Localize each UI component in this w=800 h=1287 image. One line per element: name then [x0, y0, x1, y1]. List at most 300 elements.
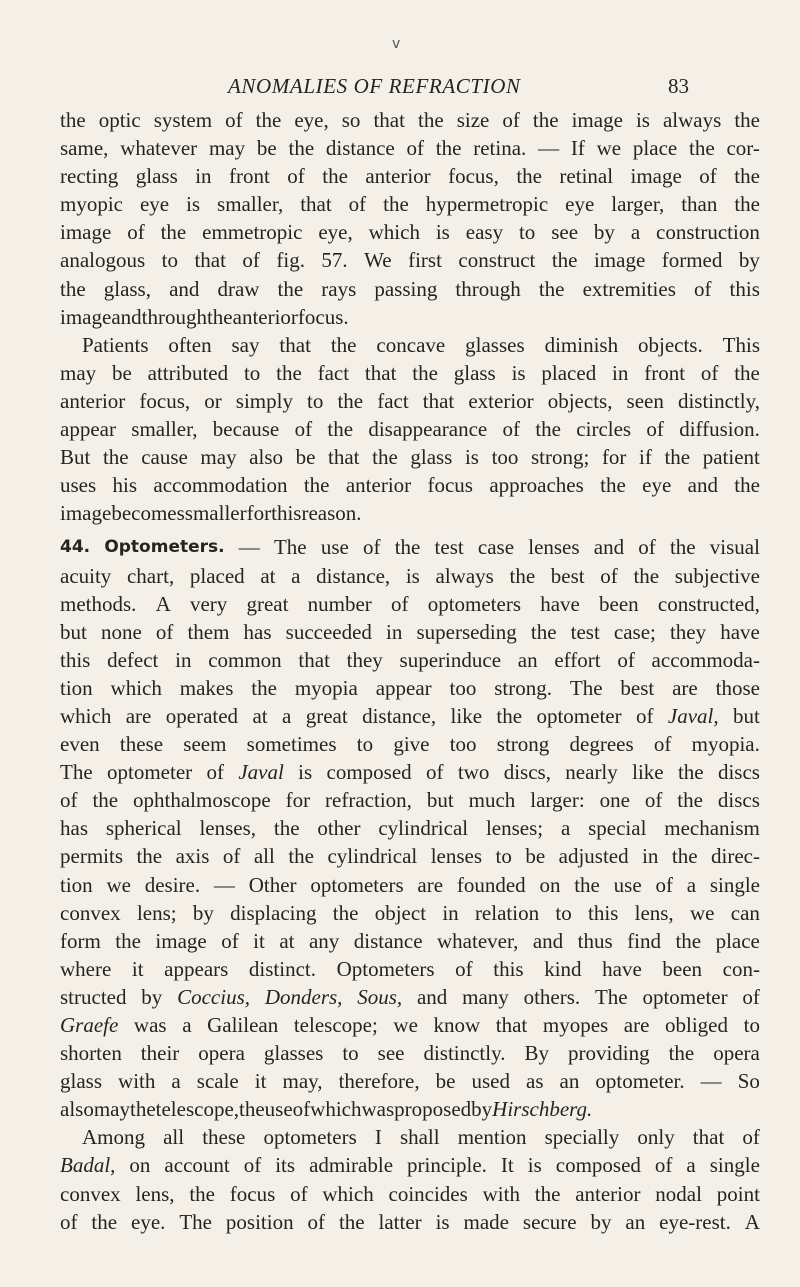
word: use [613, 872, 642, 897]
word: visual [709, 535, 760, 560]
word: them [187, 619, 230, 644]
word: lens; [136, 900, 177, 925]
word: of [60, 788, 78, 813]
word: all [163, 1125, 185, 1150]
word: shorten [60, 1041, 122, 1066]
word: that [373, 108, 405, 132]
word: in [442, 900, 459, 925]
running-head [0, 74, 800, 100]
word: which [60, 703, 112, 728]
word: of [225, 108, 243, 132]
word: image [60, 501, 112, 526]
body-text [60, 106, 760, 1236]
word: Among [82, 1125, 145, 1150]
word: seem [183, 732, 227, 757]
word: appear [60, 417, 116, 442]
word: is [527, 1153, 542, 1178]
word: their [140, 1041, 180, 1066]
word: distance, [316, 563, 391, 588]
word: the [92, 788, 119, 813]
word: to [161, 248, 178, 273]
word: Patients [82, 332, 149, 357]
word: the [516, 164, 542, 189]
word: with [482, 1181, 520, 1206]
word: composed [555, 1153, 641, 1178]
word: find [627, 928, 661, 953]
word: the [206, 304, 233, 329]
word: the [530, 619, 557, 644]
word: appear [375, 675, 432, 700]
word: it [253, 928, 265, 953]
text-line [60, 1067, 760, 1095]
word: lenses; [485, 816, 544, 841]
word: front [229, 164, 270, 189]
word: a [281, 703, 292, 728]
word: of [222, 844, 241, 869]
word: the [534, 1181, 561, 1206]
word: are [417, 872, 444, 897]
word: and [111, 304, 142, 329]
word: A [155, 591, 171, 616]
word: many [462, 984, 509, 1009]
word: optometer [642, 984, 728, 1009]
word: mention [457, 1125, 527, 1150]
word: the [338, 1209, 365, 1234]
word: A [744, 1209, 760, 1234]
word: the [160, 220, 187, 245]
word: than [681, 192, 718, 217]
word: may [200, 445, 237, 470]
word: other [317, 816, 361, 841]
text-line [60, 303, 760, 331]
word: of [307, 1209, 326, 1234]
word: to [356, 732, 374, 757]
word: is [298, 760, 313, 785]
word: focus, [139, 388, 191, 413]
word: the [251, 675, 277, 700]
word: composed [326, 760, 412, 785]
word: the [288, 844, 314, 869]
word: the [664, 445, 691, 470]
word: all [253, 844, 275, 869]
italic-name: Graefe [60, 1013, 119, 1037]
word: smaller, [217, 192, 284, 217]
word: The [594, 984, 628, 1009]
page-number: 83 [668, 74, 689, 98]
word: the [60, 108, 86, 132]
word: of [742, 984, 760, 1009]
word: none [100, 619, 142, 644]
word: principle. [407, 1153, 487, 1178]
word: to [495, 844, 512, 869]
word: for [285, 788, 311, 813]
word: of [636, 703, 654, 728]
word: If [570, 136, 585, 161]
word: discs, [503, 760, 551, 785]
word: use [264, 1097, 293, 1122]
word: — [238, 535, 260, 560]
word: scale [196, 1069, 239, 1094]
word: cor- [726, 136, 760, 161]
mixed-line [60, 1123, 760, 1151]
running-title: ANOMALIES OF REFRACTION [228, 74, 521, 98]
word: discs [717, 760, 760, 785]
word: distinctly, [677, 388, 760, 413]
word: image [60, 220, 112, 245]
text-line [60, 275, 760, 303]
word: at [252, 703, 268, 728]
word: displacing [230, 900, 317, 925]
word: distinctly. [423, 1041, 506, 1066]
word: the [734, 360, 760, 385]
word: of [653, 732, 672, 757]
word: diminish [544, 332, 619, 357]
mixed-line [60, 758, 760, 786]
word: for [246, 501, 272, 526]
word: to [555, 900, 572, 925]
word: distance [353, 928, 423, 953]
word: glass [135, 164, 178, 189]
word: be [525, 844, 546, 869]
word: because [212, 417, 280, 442]
word: the [538, 276, 565, 301]
word: the [189, 1181, 215, 1206]
text-line [60, 590, 760, 618]
word: like [632, 760, 664, 785]
word: of [406, 136, 425, 161]
word: in [612, 360, 629, 385]
word: image [571, 108, 623, 132]
word: cause [141, 445, 188, 470]
word: methods. [60, 591, 137, 616]
text-line [60, 106, 760, 134]
word: the [102, 445, 129, 470]
word: effort [554, 647, 601, 672]
word: case; [613, 619, 656, 644]
word: therefore, [338, 1069, 420, 1094]
word: the [327, 417, 354, 442]
stray-mark: v [392, 36, 401, 52]
word: lenses, [199, 816, 257, 841]
word: concave [376, 332, 446, 357]
word: front [644, 360, 686, 385]
italic-name: Javal, [667, 703, 719, 728]
word: whatever [120, 136, 198, 161]
word: same, [60, 136, 109, 161]
word: ophthalmoscope [133, 788, 271, 813]
word: of [654, 1153, 673, 1178]
word: the [689, 136, 715, 161]
word: image [593, 248, 646, 273]
word: system [153, 108, 213, 132]
word: is [635, 108, 650, 132]
word: and [687, 473, 718, 498]
word: through [141, 304, 207, 329]
word: of [502, 108, 520, 132]
word: of [243, 1153, 262, 1178]
word: glass [453, 360, 496, 385]
word: of [699, 164, 717, 189]
word: cylindrical [327, 844, 418, 869]
word: the [383, 192, 409, 217]
word: position [225, 1209, 294, 1234]
text-line [60, 359, 760, 387]
word: we [689, 900, 715, 925]
word: these [202, 1125, 246, 1150]
text-line [60, 618, 760, 646]
word: analogous [60, 248, 146, 273]
text-line [60, 899, 760, 927]
word: the [734, 192, 760, 217]
word: emmetropic [202, 220, 303, 245]
word: strong; [531, 445, 590, 470]
mixed-line [60, 983, 760, 1011]
word: that [364, 360, 397, 385]
text-line [60, 246, 760, 274]
word: patient [702, 445, 760, 470]
word: with [118, 1069, 156, 1094]
word: permits [60, 844, 123, 869]
word: see [377, 1041, 405, 1066]
word: test [434, 535, 464, 560]
word: anterior [60, 388, 126, 413]
word: also [60, 1097, 94, 1122]
word: image [155, 928, 207, 953]
word: eye, [294, 108, 329, 132]
word: the [288, 136, 315, 161]
word: myopic [60, 192, 123, 217]
text-line [60, 387, 760, 415]
word: draw [217, 276, 260, 301]
word: distance [325, 136, 395, 161]
text-line [60, 331, 760, 359]
word: the [412, 360, 438, 385]
word: that [692, 1125, 725, 1150]
word: very [189, 591, 228, 616]
text-line [60, 842, 760, 870]
word: the [496, 703, 523, 728]
word: — [700, 1069, 722, 1094]
word: of [617, 647, 635, 672]
word: By [524, 1041, 549, 1066]
word: a [182, 1013, 192, 1037]
word: acuity [60, 563, 112, 588]
word: focus [427, 473, 473, 498]
word: myopia [294, 675, 358, 700]
word: much [468, 788, 516, 813]
word: distance, [362, 703, 437, 728]
word: cylindrical [378, 816, 469, 841]
word: that [298, 647, 330, 672]
word: they [346, 647, 383, 672]
word: the [677, 760, 704, 785]
word: which [368, 220, 420, 245]
word: of [644, 788, 663, 813]
word: focus [229, 1181, 276, 1206]
word: coincides [388, 1181, 468, 1206]
word: a [686, 872, 697, 897]
text-line [60, 927, 760, 955]
word: the [136, 844, 163, 869]
word: the [303, 473, 330, 498]
word: The [273, 535, 307, 560]
word: be [295, 445, 316, 470]
word: we [393, 1013, 418, 1037]
word: of [742, 1125, 760, 1150]
word: — [538, 136, 560, 161]
word: becomes [111, 501, 185, 526]
word: anterior [365, 164, 431, 189]
word: myopia. [691, 732, 760, 757]
word: the [91, 1209, 118, 1234]
word: have [540, 591, 580, 616]
text-line [60, 646, 760, 674]
word: fact [377, 388, 409, 413]
word: be [111, 360, 132, 385]
word: that [328, 445, 360, 470]
word: image [630, 164, 682, 189]
word: optometer [536, 703, 622, 728]
word: is [186, 192, 201, 217]
word: objects, [547, 388, 613, 413]
word: is [464, 445, 479, 470]
word: of [502, 417, 521, 442]
word: is [435, 1209, 450, 1234]
word: was [133, 1013, 167, 1037]
word: but [426, 788, 454, 813]
word: often [168, 332, 212, 357]
word: in [642, 844, 659, 869]
word: The [179, 1209, 212, 1234]
word: any [308, 928, 340, 953]
word: but [733, 703, 760, 728]
word: rays [321, 276, 357, 301]
word: to [342, 1041, 359, 1066]
word: by [738, 248, 760, 273]
word: the [418, 108, 444, 132]
word: larger, [611, 192, 665, 217]
text-line [60, 730, 760, 758]
word: that [194, 248, 226, 273]
word: attributed [147, 360, 229, 385]
text-line [60, 471, 760, 499]
word: the [509, 563, 536, 588]
word: if [639, 445, 652, 470]
word: nearly [565, 760, 618, 785]
section-title: Optometers. [104, 537, 225, 558]
word: it [131, 956, 144, 981]
word: of [693, 276, 712, 301]
word: of [221, 928, 239, 953]
word: use [320, 535, 349, 560]
text-line [60, 1180, 760, 1208]
word: special [588, 816, 647, 841]
word: simply [235, 388, 293, 413]
word: on [129, 1153, 151, 1178]
word: and [593, 535, 625, 560]
word: others. [523, 984, 581, 1009]
word: at [279, 928, 295, 953]
word: mechanism [664, 816, 760, 841]
word: has [243, 619, 272, 644]
word: always [662, 108, 722, 132]
word: of [294, 417, 313, 442]
word: optometer. [595, 1069, 685, 1094]
word: shall [399, 1125, 440, 1150]
word: lens, [135, 1181, 175, 1206]
word: tion [60, 872, 93, 897]
word: the [239, 1097, 265, 1122]
word: proposed [394, 1097, 472, 1122]
word: smaller, [131, 417, 198, 442]
word: relation [474, 900, 540, 925]
word: defect [107, 647, 159, 672]
word: placed [541, 360, 597, 385]
word: the [276, 360, 302, 385]
word: disappearance [368, 417, 488, 442]
word: of [287, 164, 305, 189]
word: place [715, 928, 760, 953]
text-line [60, 786, 760, 814]
word: the [532, 108, 559, 132]
word: makes [179, 675, 234, 700]
word: degrees [569, 732, 634, 757]
word: focus. [297, 304, 349, 329]
word: that [279, 332, 311, 357]
word: may [93, 1097, 130, 1122]
word: accommoda- [651, 647, 760, 672]
word: point [716, 1181, 760, 1206]
word: of [363, 535, 381, 560]
word: convex [60, 1181, 121, 1206]
word: The [60, 760, 93, 785]
word: on [539, 872, 561, 897]
word: a [686, 1153, 696, 1178]
word: may [60, 360, 97, 385]
word: too [491, 445, 519, 470]
word: has [60, 816, 88, 841]
word: providing [567, 1041, 650, 1066]
word: size [456, 108, 490, 132]
word: So [737, 1069, 760, 1094]
word: accommodation [153, 473, 288, 498]
mixed-line [60, 1039, 760, 1067]
word: an [559, 1069, 580, 1094]
word: of [290, 1181, 308, 1206]
word: eye [139, 192, 170, 217]
word: the [671, 844, 698, 869]
word: retina. [473, 136, 527, 161]
text-line [60, 162, 760, 190]
word: too [449, 732, 477, 757]
section-number: 44. [60, 537, 91, 558]
text-line [60, 415, 760, 443]
word: two [457, 760, 490, 785]
word: the [372, 445, 398, 470]
word: The [569, 675, 603, 700]
word: are [672, 675, 698, 700]
word: been [662, 956, 703, 981]
word: where [60, 956, 112, 981]
word: admirable [309, 1153, 394, 1178]
word: sometimes [246, 732, 337, 757]
word: great [305, 703, 348, 728]
word: of [127, 220, 145, 245]
word: But [60, 445, 91, 470]
word: is [511, 360, 526, 385]
word: number [307, 591, 372, 616]
word: best [620, 675, 655, 700]
